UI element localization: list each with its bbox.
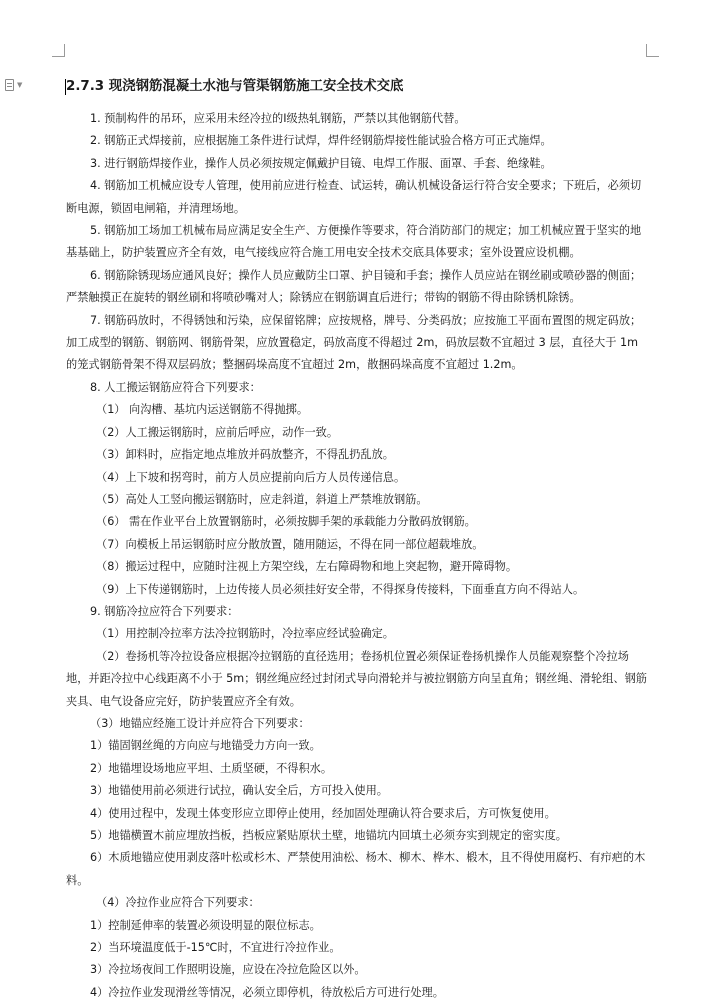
paragraph: 3）地锚使用前必须进行试拉，确认安全后，方可投入使用。 [90,784,388,798]
paragraph: 3）冷拉场夜间工作照明设施，应设在冷拉危险区以外。 [90,963,366,977]
chevron-down-icon: ▼ [17,80,23,89]
paragraph: 2）当环境温度低于-15℃时，不宜进行冷拉作业。 [90,941,341,955]
margin-corner-top-right [646,44,659,57]
paragraph: 5）地锚横置木前应埋放挡板，挡板应紧贴原状土壁，地锚坑内回填土必须夯实到规定的密实度。 [90,829,567,842]
paragraph: （1）用控制冷拉率方法冷拉钢筋时，冷拉率应经试验确定。 [96,627,394,641]
paragraph: 9. 钢筋冷拉应符合下列要求： [90,604,239,618]
paragraph: （5）高处人工竖向搬运钢筋时，应走斜道，斜道上严禁堆放钢筋。 [96,492,428,506]
document-body [66,108,648,1004]
paragraph: （3）地锚应经施工设计并应符合下列要求： [90,716,310,730]
paragraph: （6） 需在作业平台上放置钢筋时，必须按脚手架的承载能力分散码放钢筋。 [96,515,476,529]
paragraph: 8. 人工搬运钢筋应符合下列要求： [90,380,261,394]
paragraph: （2）卷扬机等冷拉设备应根据冷拉钢筋的直径选用；卷扬机位置必须保证卷扬机操作人员能观察整个冷拉场地，并距冷拉中心线距离不小于 5m；钢丝绳应经过封闭式导向滑轮并与被拉钢筋方向呈直角；钢丝绳、滑轮组、钢筋夹具、电气设备应完好，防护装置应齐全有效。 [66,649,647,708]
paragraph: （8）搬运过程中，应随时注视上方架空线，左右障碍物和地上突起物，避开障碍物。 [96,560,518,574]
paragraph: （4）冷拉作业应符合下列要求： [96,896,260,910]
margin-corner-top-left [52,44,65,57]
paragraph: 5. 钢筋加工场加工机械布局应满足安全生产、方便操作等要求，符合消防部门的规定；加工机械应置于坚实的地基基础上，防护装置应齐全有效，电气接线应符合施工用电安全技术交底具体要求；室外设置应设机棚。 [66,224,642,260]
paragraph: 1）锚固钢丝绳的方向应与地锚受力方向一致。 [90,739,321,753]
paragraph: （1） 向沟槽、基坑内运送钢筋不得抛掷。 [96,403,309,417]
paragraph: 2. 钢筋正式焊接前，应根据施工条件进行试焊，焊件经钢筋焊接性能试验合格方可正式施焊。 [90,134,552,148]
paragraph-menu-icon[interactable] [5,77,35,93]
paragraph: 1. 预制构件的吊环，应采用未经冷拉的Ⅰ级热轧钢筋，严禁以其他钢筋代替。 [90,112,466,125]
paragraph: 4）冷拉作业发现滑丝等情况，必须立即停机，待放松后方可进行处理。 [90,985,444,999]
paragraph: （7）向模板上吊运钢筋时应分散放置，随用随运，不得在同一部位超载堆放。 [96,537,484,551]
paragraph: 2）地锚埋设场地应平坦、土质坚硬，不得积水。 [90,761,333,775]
document-icon [5,79,14,91]
paragraph: 3. 进行钢筋焊接作业，操作人员必须按规定佩戴护目镜、电焊工作服、面罩、手套、绝缘鞋。 [90,156,552,170]
paragraph: （3）卸料时，应指定地点堆放并码放整齐，不得乱扔乱放。 [96,448,394,462]
section-heading: 2.7.3 现浇钢筋混凝土水池与管渠钢筋施工安全技术交底 [66,79,404,94]
paragraph: 4. 钢筋加工机械应设专人管理，使用前应进行检查、试运转，确认机械设备运行符合安全要求；下班后，必须切断电源，锁固电闸箱，并清理场地。 [66,179,642,215]
paragraph: 7. 钢筋码放时，不得锈蚀和污染，应保留铭牌；应按规格，牌号、分类码放；应按施工平面布置图的规定码放；加工成型的钢筋、钢筋网、钢筋骨架，应放置稳定，码放高度不得超过 2m，码放层数不宜超过 3 层，直径大于 1m 的笼式钢筋骨架不得双层码放；整捆码垛高度不宜超过 2m，散捆码垛高度不宜超过 1.2m。 [66,313,642,372]
paragraph: 1）控制延伸率的装置必须设明显的限位标志。 [90,918,321,932]
paragraph: 6）木质地锚应使用剥皮落叶松或杉木、严禁使用油松、杨木、柳木、桦木、椴木，且不得使用腐朽、有疖疤的木料。 [66,851,646,887]
paragraph: （2）人工搬运钢筋时，应前后呼应，动作一致。 [96,425,339,439]
paragraph: 6. 钢筋除锈现场应通风良好；操作人员应戴防尘口罩、护目镜和手套；操作人员应站在钢丝刷或喷砂器的侧面；严禁触摸正在旋转的钢丝刷和将喷砂嘴对人；除锈应在钢筋调直后进行；带钩的钢筋不得由除锈机除锈。 [66,268,642,305]
paragraph: （9）上下传递钢筋时，上边传接人员必须挂好安全带，不得探身传接料，下面垂直方向不得站人。 [96,582,585,596]
paragraph: 4）使用过程中，发现土体变形应立即停止使用，经加固处理确认符合要求后，方可恢复使用。 [90,806,556,820]
paragraph: （4）上下坡和拐弯时，前方人员应提前向后方人员传递信息。 [96,470,406,484]
